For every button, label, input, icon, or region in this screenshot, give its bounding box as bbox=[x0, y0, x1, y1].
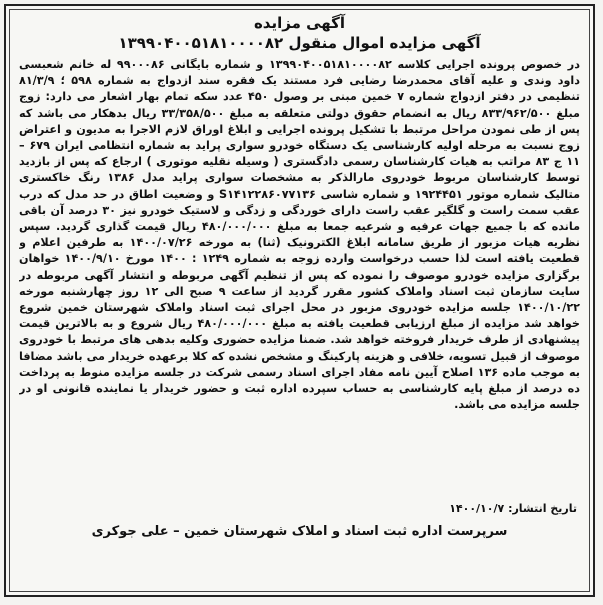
notice-title: آگهی مزایده اموال منقول ۱۳۹۹۰۴۰۰۵۱۸۱۰۰۰۰۸۲ bbox=[118, 34, 481, 52]
publication-date: تاریخ انتشار: ۱۴۰۰/۱۰/۷ bbox=[449, 502, 577, 515]
notice-heading: آگهی مزایده bbox=[253, 14, 346, 32]
notice-inner-border bbox=[9, 9, 590, 592]
signature-line: سرپرست اداره ثبت اسناد و املاک شهرستان خمین – علی جوکری bbox=[91, 524, 508, 539]
notice-frame bbox=[4, 4, 595, 597]
notice-body: در خصوص پرونده اجرایی کلاسه ۱۳۹۹۰۴۰۰۵۱۸۱۰۰۰۰۸۲ و شماره بایگانی ۹۹۰۰۰۸۶ له خانم شعبسی داود وندی و علیه آقای محمدرضا رضایی فرد مستند یک فقره سند ازدواج به شماره ۵۹۸ ؛ ۸۱/۳/۹ تنظیمی در دفتر ازدواج شماره ۷ خمین مبنی بر وصول ۴۵۰ عدد سکه تمام بهار اشعار می دارد: زوج مبلغ ۸۳۳/۹۶۲/۵۰۰ ریال به انضمام حقوق دولتی متعلقه به مبلغ ۳۳/۳۵۸/۵۰۰ ریال بدهکار می باشد که پس از طی نمودن مراحل مرتبط با تشکیل پرونده اجرایی و ابلاغ اوراق لازم الاجرا به مدیون و اعتراض زوج نسبت به مرحله اولیه کارشناسی یک دستگاه خودرو سواری پراید به شماره انتظامی ایران ۶۷۹ – ۱۱ ج ۸۳ مراتب به هیات کارشناسان رسمی دادگستری ( وسیله نقلیه موتوری ) ارجاع که پس از بازدید توسط کارشناسان مربوط خودروی مارالذکر به مشخصات سواری پراید مدل ۱۳۸۶ رنگ خاکستری متالیک شماره موتور ۱۹۲۴۴۵۱ و شماره شاسی S۱۴۱۲۲۸۶۰۷۷۱۳۶ و وضعیت اطاق در حد مدل که درب عقب سمت راست و گلگیر عقب راست دارای خوردگی و زدگی و لاستیک خودرو نیز ۳۰ درصد آن باقی مانده که با جمیع جهات عرفیه و شرعیه جمعا به مبلغ ۴۸۰/۰۰۰/۰۰۰ ریال قیمت گذاری گردید. سپس نظریه هیات مزبور از طریق سامانه ابلاغ الکترونیک (ثنا) به مورخه ۱۴۰۰/۰۷/۲۶ به طرفین اعلام و قطعیت یافته است لذا حسب درخواست وارده زوجه به شماره ۱۲۴۹ : ۱۴۰۰ مورخ ۱۴۰۰/۹/۱۰ خواهان برگزاری مزایده خودرو موصوف را نموده که پس از تنظیم آگهی مربوطه و انتشار آگهی مربوطه در سایت سازمان ثبت اسناد واملاک کشور مقرر گردید از ساعت ۹ صبح الی ۱۲ روز چهارشنبه مورخه ۱۴۰۰/۱۰/۲۲ جلسه مزایده خودروی مزبور در محل اجرای ثبت اسناد واملاک شهرستان خمین شروع خواهد شد مزایده از مبلغ ارزیابی قطعیت یافته به مبلغ ۴۸۰/۰۰۰/۰۰۰ ریال شروع و به بالاترین قیمت پیشنهادی از طرف خریدار فروخته خواهد شد. ضمنا مزایده حضوری وکلیه بدهی های مرتبط با خودروی موصوف از قبیل تسویه، خلافی و هزینه پارکینگ و مشخص نشده که کلا برعهده خریدار می باشد مضافا به موجب ماده ۱۳۶ اصلاح آیین نامه مفاد اجرای اسناد رسمی شرکت در جلسه مزایده منوط به پرداخت ده درصد از مبلغ پایه کارشناسی به حساب سپرده اداره ثبت و حضور خریدار یا نماینده قانونی او در جلسه مزایده می باشد. bbox=[19, 58, 580, 412]
